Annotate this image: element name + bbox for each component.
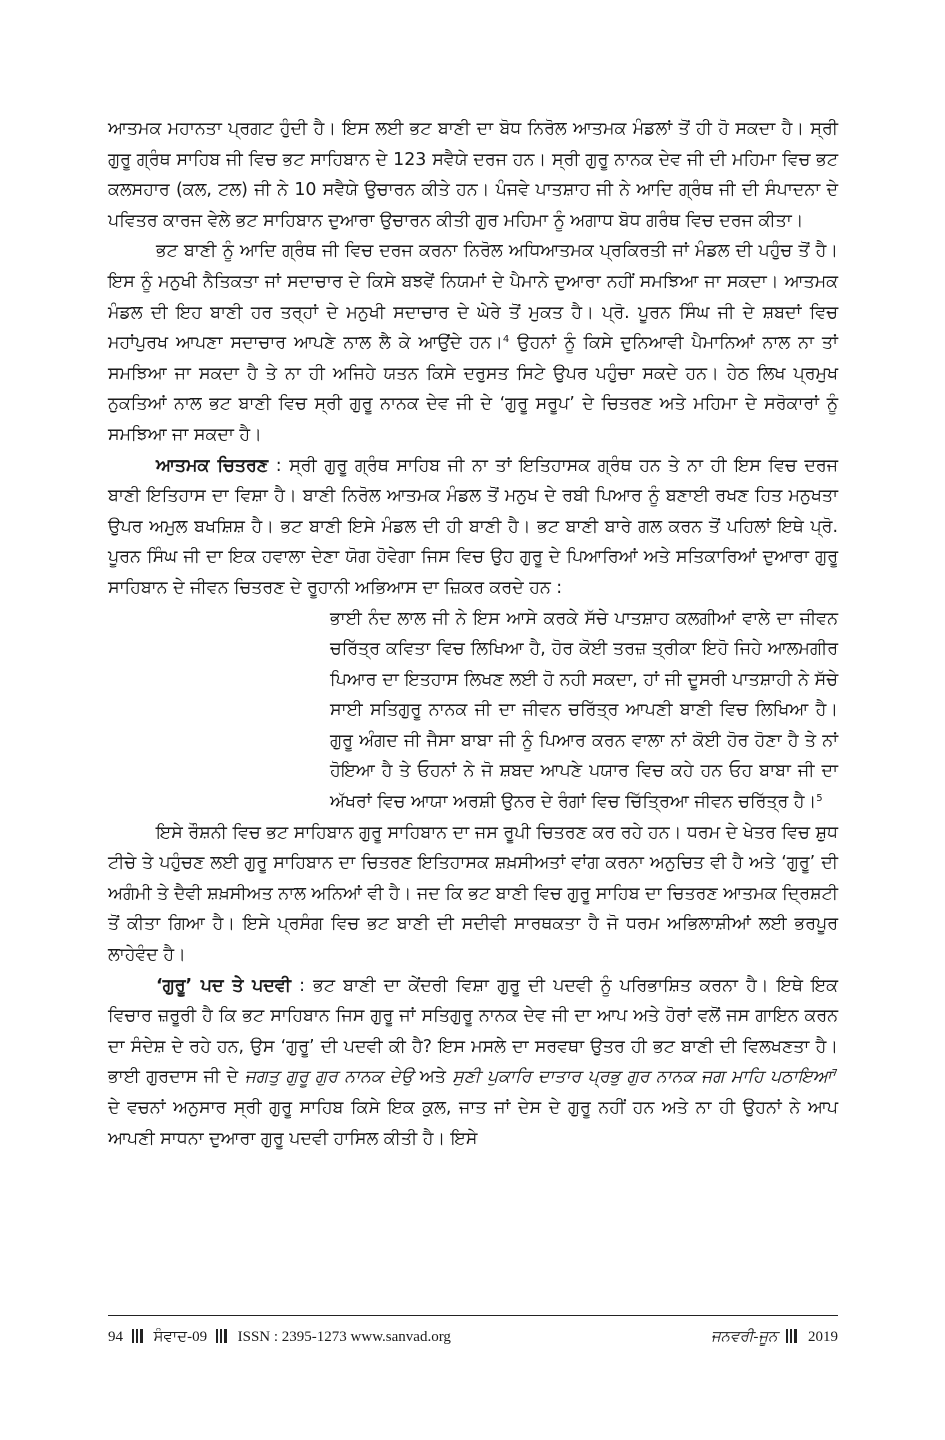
paragraph-text: ਅਤੇ bbox=[413, 1067, 453, 1088]
separator-bars-icon bbox=[132, 1329, 145, 1348]
issue-year: 2019 bbox=[808, 1329, 838, 1345]
footer-rule bbox=[108, 1315, 838, 1316]
footnote-ref: 5 bbox=[816, 793, 823, 805]
paragraph bbox=[108, 236, 838, 450]
paragraph-text: ਆਤਮਕ ਮਹਾਨਤਾ ਪ੍ਰਗਟ ਹੁੰਦੀ ਹੈ। ਇਸ ਲਈ ਭਟ ਬਾਣੀ ਦਾ ਬੋਧ ਨਿਰੋਲ ਆਤਮਕ ਮੰਡਲਾਂ ਤੋਂ ਹੀ ਹੋ ਸਕਦਾ ਹੈ। ਸ੍ਰੀ ਗੁਰੂ ਗ੍ਰੰਥ ਸਾਹਿਬ ਜੀ ਵਿਚ ਭਟ ਸਾਹਿਬਾਨ ਦੇ 123 ਸਵੈਯੇ ਦਰਜ ਹਨ। ਸ੍ਰੀ ਗੁਰੂ ਨਾਨਕ ਦੇਵ ਜੀ ਦੀ ਮਹਿਮਾ ਵਿਚ ਭਟ ਕਲਸਹਾਰ (ਕਲ, ਟਲ) ਜੀ ਨੇ 10 ਸਵੈਯੇ ਉਚਾਰਨ ਕੀਤੇ ਹਨ। ਪੰਜਵੇ ਪਾਤਸ਼ਾਹ ਜੀ ਨੇ ਆਦਿ ਗ੍ਰੰਥ ਜੀ ਦੀ ਸੰਪਾਦਨਾ ਦੇ ਪਵਿਤਰ ਕਾਰਜ ਵੇਲੇ ਭਟ ਸਾਹਿਬਾਨ ਦੁਆਰਾ ਉਚਾਰਨ ਕੀਤੀ ਗੁਰ ਮਹਿਮਾ ਨੂੰ ਅਗਾਧ ਬੋਧ ਗਰੰਥ ਵਿਚ ਦਰਜ ਕੀਤਾ। bbox=[108, 119, 838, 231]
section-heading: ਆਤਮਕ ਚਿਤਰਣ bbox=[156, 455, 269, 476]
footnote-ref: 4 bbox=[502, 334, 510, 346]
scripture-quote: ਜਗਤੁ ਗੁਰੂ ਗੁਰ ਨਾਨਕ ਦੇਉ bbox=[244, 1067, 414, 1088]
paragraph-text: ਉਹਨਾਂ ਨੂੰ ਕਿਸੇ ਦੁਨਿਆਵੀ ਪੈਮਾਨਿਆਂ ਨਾਲ ਨਾ ਤਾਂ ਸਮਝਿਆ ਜਾ ਸਕਦਾ ਹੈ ਤੇ ਨਾ ਹੀ ਅਜਿਹੇ ਯਤਨ ਕਿਸੇ ਦਰੁਸਤ ਸਿਟੇ ਉਪਰ ਪਹੁੰਚਾ ਸਕਦੇ ਹਨ। ਹੇਠ ਲਿਖ ਪ੍ਰਮੁਖ ਨੁਕਤਿਆਂ ਨਾਲ ਭਟ ਬਾਣੀ ਵਿਚ ਸ੍ਰੀ ਗੁਰੂ ਨਾਨਕ ਦੇਵ ਜੀ ਦੇ ‘ਗੁਰੂ ਸਰੂਪ’ ਦੇ ਚਿਤਰਣ ਅਤੇ ਮਹਿਮਾ ਦੇ ਸਰੋਕਾਰਾਂ ਨੂੰ ਸਮਝਿਆ ਜਾ ਸਕਦਾ ਹੈ। bbox=[108, 333, 838, 445]
paragraph bbox=[108, 451, 838, 604]
section-heading: ‘ਗੁਰੂ’ ਪਦ ਤੇ ਪਦਵੀ bbox=[156, 975, 291, 996]
separator-bars-icon bbox=[216, 1329, 229, 1348]
footer-left bbox=[108, 1328, 451, 1348]
issn-website: ISSN : 2395-1273 www.sanvad.org bbox=[237, 1329, 451, 1345]
separator-bars-icon bbox=[786, 1329, 799, 1348]
paragraph bbox=[108, 971, 838, 1155]
paragraph bbox=[108, 114, 838, 236]
quote-text: ਭਾਈ ਨੰਦ ਲਾਲ ਜੀ ਨੇ ਇਸ ਆਸੇ ਕਰਕੇ ਸੱਚੇ ਪਾਤਸ਼ਾਹ ਕਲਗੀਆਂ ਵਾਲੇ ਦਾ ਜੀਵਨ ਚਰਿੱਤ੍ਰ ਕਵਿਤਾ ਵਿਚ ਲਿਖਿਆ ਹੈ, ਹੋਰ ਕੋਈ ਤਰਜ਼ ਤ੍ਰੀਕਾ ਇਹੋ ਜਿਹੇ ਆਲਮਗੀਰ ਪਿਆਰ ਦਾ ਇਤਹਾਸ ਲਿਖਣ ਲਈ ਹੋ ਨਹੀ ਸਕਦਾ, ਹਾਂ ਜੀ ਦੂਸਰੀ ਪਾਤਸ਼ਾਹੀ ਨੇ ਸੱਚੇ ਸਾਈ ਸਤਿਗੁਰੂ ਨਾਨਕ ਜੀ ਦਾ ਜੀਵਨ ਚਰਿੱਤ੍ਰ ਆਪਣੀ ਬਾਣੀ ਵਿਚ ਲਿਖਿਆ ਹੈ। ਗੁਰੂ ਅੰਗਦ ਜੀ ਜੈਸਾ ਬਾਬਾ ਜੀ ਨੂੰ ਪਿਆਰ ਕਰਨ ਵਾਲਾ ਨਾਂ ਕੋਈ ਹੋਰ ਹੋਣਾ ਹੈ ਤੇ ਨਾਂ ਹੋਇਆ ਹੈ ਤੇ ਓਹਨਾਂ ਨੇ ਜੋ ਸ਼ਬਦ ਆਪਣੇ ਪਯਾਰ ਵਿਚ ਕਹੇ ਹਨ ਓਹ ਬਾਬਾ ਜੀ ਦਾ ਅੱਖਰਾਂ ਵਿਚ ਆਯਾ ਅਰਸ਼ੀ ਉਨਰ ਦੇ ਰੰਗਾਂ ਵਿਚ ਚਿੱਤ੍ਰਿਆ ਜੀਵਨ ਚਰਿੱਤ੍ਰ ਹੈ। bbox=[330, 608, 838, 813]
issue-months: ਜਨਵਰੀ-ਜੂਨ bbox=[710, 1329, 778, 1345]
paragraph bbox=[108, 818, 838, 971]
block-quote bbox=[330, 604, 838, 818]
paragraph-text: ਦੇ ਵਚਨਾਂ ਅਨੁਸਾਰ ਸ੍ਰੀ ਗੁਰੂ ਸਾਹਿਬ ਕਿਸੇ ਇਕ ਕੁਲ, ਜਾਤ ਜਾਂ ਦੇਸ ਦੇ ਗੁਰੂ ਨਹੀਂ ਹਨ ਅਤੇ ਨਾ ਹੀ ਉਹਨਾਂ ਨੇ ਆਪ ਆਪਣੀ ਸਾਧਨਾ ਦੁਆਰਾ ਗੁਰੂ ਪਦਵੀ ਹਾਸਿਲ ਕੀਤੀ ਹੈ। ਇਸੇ bbox=[108, 1098, 838, 1149]
journal-name: ਸੰਵਾਦ-09 bbox=[153, 1329, 208, 1345]
footer-right bbox=[711, 1328, 838, 1348]
page-number: 94 bbox=[108, 1329, 123, 1345]
paragraph-text: ਇਸੇ ਰੌਸ਼ਨੀ ਵਿਚ ਭਟ ਸਾਹਿਬਾਨ ਗੁਰੂ ਸਾਹਿਬਾਨ ਦਾ ਜਸ ਰੂਪੀ ਚਿਤਰਣ ਕਰ ਰਹੇ ਹਨ। ਧਰਮ ਦੇ ਖੇਤਰ ਵਿਚ ਸ਼ੁਧ ਟੀਚੇ ਤੇ ਪਹੁੰਚਣ ਲਈ ਗੁਰੂ ਸਾਹਿਬਾਨ ਦਾ ਚਿਤਰਣ ਇਤਿਹਾਸਕ ਸ਼ਖ਼ਸੀਅਤਾਂ ਵਾਂਗ ਕਰਨਾ ਅਨੁਚਿਤ ਵੀ ਹੈ ਅਤੇ ‘ਗੁਰੂ’ ਦੀ ਅਗੰਮੀ ਤੇ ਦੈਵੀ ਸ਼ਖ਼ਸੀਅਤ ਨਾਲ ਅਨਿਆਂ ਵੀ ਹੈ। ਜਦ ਕਿ ਭਟ ਬਾਣੀ ਵਿਚ ਗੁਰੂ ਸਾਹਿਬ ਦਾ ਚਿਤਰਣ ਆਤਮਕ ਦ੍ਰਿਸ਼ਟੀ ਤੋਂ ਕੀਤਾ ਗਿਆ ਹੈ। ਇਸੇ ਪ੍ਰਸੰਗ ਵਿਚ ਭਟ ਬਾਣੀ ਦੀ ਸਦੀਵੀ ਸਾਰਥਕਤਾ ਹੈ ਜੋ ਧਰਮ ਅਭਿਲਾਸ਼ੀਆਂ ਲਈ ਭਰਪੂਰ ਲਾਹੇਵੰਦ ਹੈ। bbox=[108, 822, 838, 966]
paragraph-text: : ਸ੍ਰੀ ਗੁਰੂ ਗ੍ਰੰਥ ਸਾਹਿਬ ਜੀ ਨਾ ਤਾਂ ਇਤਿਹਾਸਕ ਗ੍ਰੰਥ ਹਨ ਤੇ ਨਾ ਹੀ ਇਸ ਵਿਚ ਦਰਜ ਬਾਣੀ ਇਤਿਹਾਸ ਦਾ ਵਿਸ਼ਾ ਹੈ। ਬਾਣੀ ਨਿਰੋਲ ਆਤਮਕ ਮੰਡਲ ਤੋਂ ਮਨੁਖ ਦੇ ਰਬੀ ਪਿਆਰ ਨੂੰ ਬਣਾਈ ਰਖਣ ਹਿਤ ਮਨੁਖਤਾ ਉਪਰ ਅਮੁਲ ਬਖਸ਼ਿਸ਼ ਹੈ। ਭਟ ਬਾਣੀ ਇਸੇ ਮੰਡਲ ਦੀ ਹੀ ਬਾਣੀ ਹੈ। ਭਟ ਬਾਣੀ ਬਾਰੇ ਗਲ ਕਰਨ ਤੋਂ ਪਹਿਲਾਂ ਇਥੇ ਪ੍ਰੋ. ਪੂਰਨ ਸਿੰਘ ਜੀ ਦਾ ਇਕ ਹਵਾਲਾ ਦੇਣਾ ਯੋਗ ਹੋਵੇਗਾ ਜਿਸ ਵਿਚ ਉਹ ਗੁਰੂ ਦੇ ਪਿਆਰਿਆਂ ਅਤੇ ਸਤਿਕਾਰਿਆਂ ਦੁਆਰਾ ਗੁਰੂ ਸਾਹਿਬਾਨ ਦੇ ਜੀਵਨ ਚਿਤਰਣ ਦੇ ਰੂਹਾਨੀ ਅਭਿਆਸ ਦਾ ਜ਼ਿਕਰ ਕਰਦੇ ਹਨ : bbox=[108, 455, 838, 598]
paragraph-text: : ਭਟ ਬਾਣੀ ਦਾ ਕੇਂਦਰੀ ਵਿਸ਼ਾ ਗੁਰੂ ਦੀ ਪਦਵੀ ਨੂੰ ਪਰਿਭਾਸ਼ਿਤ ਕਰਨਾ ਹੈ। ਇਥੇ ਇਕ ਵਿਚਾਰ ਜ਼ਰੂਰੀ ਹੈ ਕਿ ਭਟ ਸਾਹਿਬਾਨ ਜਿਸ ਗੁਰੂ ਜਾਂ ਸਤਿਗੁਰੂ ਨਾਨਕ ਦੇਵ ਜੀ ਦਾ ਆਪ ਅਤੇ ਹੋਰਾਂ ਵਲੋਂ ਜਸ ਗਾਇਨ ਕਰਨ ਦਾ ਸੰਦੇਸ਼ ਦੇ ਰਹੇ ਹਨ, ਉਸ ‘ਗੁਰੂ’ ਦੀ ਪਦਵੀ ਕੀ ਹੈ? ਇਸ ਮਸਲੇ ਦਾ ਸਰਵਥਾ ਉਤਰ ਹੀ ਭਟ ਬਾਣੀ ਦੀ ਵਿਲਖਣਤਾ ਹੈ। ਭਾਈ ਗੁਰਦਾਸ ਜੀ ਦੇ bbox=[108, 975, 839, 1088]
document-body bbox=[108, 114, 838, 1154]
page-footer bbox=[108, 1315, 838, 1353]
footnote-ref: 7 bbox=[831, 1068, 838, 1080]
scripture-quote: ਸੁਣੀ ਪੁਕਾਰਿ ਦਾਤਾਰ ਪ੍ਰਭੁ ਗੁਰ ਨਾਨਕ ਜਗ ਮਾਹਿ ਪਠਾਇਆ bbox=[452, 1067, 832, 1088]
paragraph-text: ਭਟ ਬਾਣੀ ਨੂੰ ਆਦਿ ਗ੍ਰੰਥ ਜੀ ਵਿਚ ਦਰਜ ਕਰਨਾ ਨਿਰੋਲ ਅਧਿਆਤਮਕ ਪ੍ਰਕਿਰਤੀ ਜਾਂ ਮੰਡਲ ਦੀ ਪਹੁੰਚ ਤੋਂ ਹੈ। ਇਸ ਨੂੰ ਮਨੁਖੀ ਨੈਤਿਕਤਾ ਜਾਂ ਸਦਾਚਾਰ ਦੇ ਕਿਸੇ ਬਝਵੇਂ ਨਿਯਮਾਂ ਦੇ ਪੈਮਾਨੇ ਦੁਆਰਾ ਨਹੀਂ ਸਮਝਿਆ ਜਾ ਸਕਦਾ। ਆਤਮਕ ਮੰਡਲ ਦੀ ਇਹ ਬਾਣੀ ਹਰ ਤਰ੍ਹਾਂ ਦੇ ਮਨੁਖੀ ਸਦਾਚਾਰ ਦੇ ਘੇਰੇ ਤੋਂ ਮੁਕਤ ਹੈ। ਪ੍ਰੋ. ਪੂਰਨ ਸਿੰਘ ਜੀ ਦੇ ਸ਼ਬਦਾਂ ਵਿਚ ਮਹਾਂਪੁਰਖ ਆਪਣਾ ਸਦਾਚਾਰ ਆਪਣੇ ਨਾਲ ਲੈ ਕੇ ਆਉਂਦੇ ਹਨ। bbox=[108, 241, 838, 354]
